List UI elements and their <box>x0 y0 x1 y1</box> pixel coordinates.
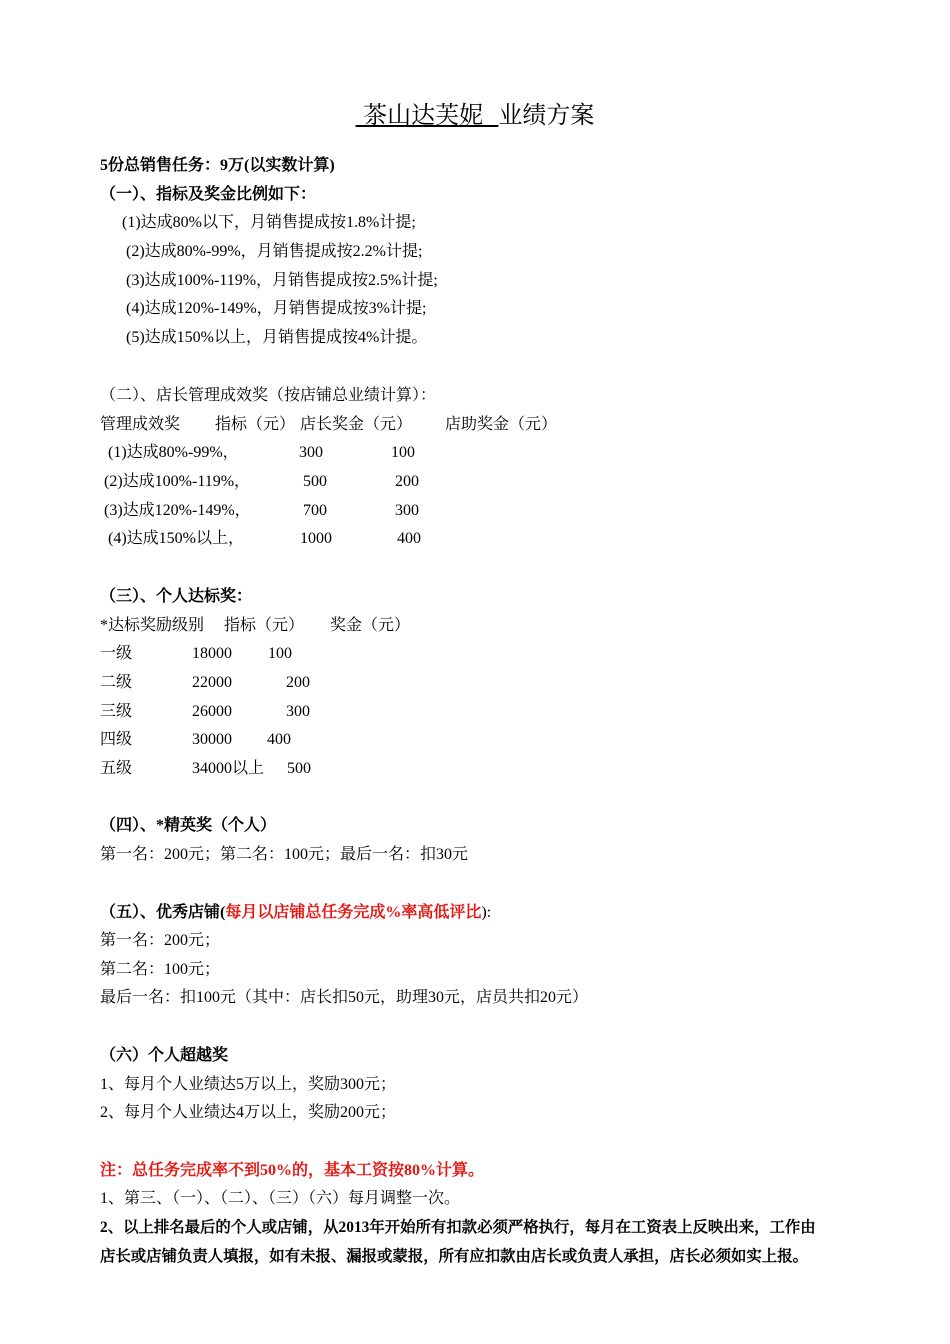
cell: 700 <box>303 502 327 519</box>
cell: 500 <box>303 473 327 490</box>
cell: 30000 <box>192 731 232 748</box>
section-3-heading: （三）、个人达标奖： <box>100 588 253 605</box>
section-5-line: 第二名：100元； <box>100 961 221 978</box>
col-header: 店长奖金（元） <box>300 416 413 433</box>
section-1-item: (4)达成120%-149%，月销售提成按3%计提; <box>126 300 427 317</box>
section-6-line: 2、每月个人业绩达4万以上，奖励200元； <box>100 1104 397 1121</box>
cell: 300 <box>299 444 323 461</box>
note-red: 注：总任务完成率不到50%的，基本工资按80%计算。 <box>100 1162 485 1179</box>
cell: 34000以上 <box>192 760 265 777</box>
cell: 五级 <box>100 760 133 777</box>
cell: 四级 <box>100 731 133 748</box>
col-header: 店助奖金（元） <box>445 416 558 433</box>
section-1-item: (2)达成80%-99%，月销售提成按2.2%计提; <box>126 243 423 260</box>
sales-task: 5份总销售任务：9万(以实数计算) <box>100 157 335 174</box>
section-1-heading: （一）、指标及奖金比例如下： <box>100 186 317 203</box>
section-6-line: 1、每月个人业绩达5万以上，奖励300元； <box>100 1076 397 1093</box>
section-1-item: (3)达成100%-119%，月销售提成按2.5%计提; <box>126 272 438 289</box>
heading-end: ): <box>481 904 492 921</box>
cell: (2)达成100%-119%， <box>104 473 251 490</box>
section-6-heading: （六）个人超越奖 <box>100 1047 229 1064</box>
page-title <box>0 95 950 130</box>
col-header: *达标奖励级别 <box>100 617 205 634</box>
section-2-heading: （二）、店长管理成效奖（按店铺总业绩计算）： <box>100 387 437 404</box>
title-plan: 业绩方案 <box>498 101 595 129</box>
section-1-item: (1)达成80%以下，月销售提成按1.8%计提; <box>122 214 416 231</box>
cell: 200 <box>395 473 419 490</box>
cell: 100 <box>268 645 292 662</box>
cell: (1)达成80%-99%， <box>108 444 239 461</box>
cell: (4)达成150%以上， <box>108 530 244 547</box>
cell: 26000 <box>192 703 232 720</box>
section-5-line: 最后一名：扣100元（其中：店长扣50元，助理30元，店员共扣20元） <box>100 989 589 1006</box>
heading-text: （五）、优秀店铺( <box>100 904 226 921</box>
cell: 一级 <box>100 645 133 662</box>
heading-red-text: 每月以店铺总任务完成%率高低评比 <box>225 904 482 921</box>
cell: 二级 <box>100 674 133 691</box>
cell: 400 <box>397 530 421 547</box>
cell: (3)达成120%-149%， <box>104 502 251 519</box>
section-4-heading: （四）、*精英奖（个人） <box>100 817 277 834</box>
cell: 三级 <box>100 703 133 720</box>
cell: 400 <box>267 731 291 748</box>
cell: 500 <box>287 760 311 777</box>
cell: 18000 <box>192 645 232 662</box>
col-header: 指标（元） <box>215 416 296 433</box>
title-store: 茶山达芙妮 <box>355 101 499 129</box>
cell: 200 <box>286 674 310 691</box>
cell: 1000 <box>300 530 332 547</box>
note-line-2b: 店长或店铺负责人填报，如有未报、漏报或蒙报，所有应扣款由店长或负责人承担，店长必须如实上报。 <box>100 1248 808 1265</box>
section-5-line: 第一名：200元； <box>100 932 221 949</box>
col-header: 奖金（元） <box>330 617 411 634</box>
section-1-item: (5)达成150%以上，月销售提成按4%计提。 <box>126 329 428 346</box>
cell: 300 <box>286 703 310 720</box>
cell: 100 <box>391 444 415 461</box>
col-header: 指标（元） <box>224 617 305 634</box>
section-5-heading <box>100 903 491 923</box>
note-line-2a: 2、以上排名最后的个人或店铺，从2013年开始所有扣款必须严格执行，每月在工资表上反映出来，工作由 <box>100 1219 816 1236</box>
cell: 300 <box>395 502 419 519</box>
note-line-1: 1、第三、（一）、（二）、（三）（六）每月调整一次。 <box>100 1190 461 1207</box>
cell: 22000 <box>192 674 232 691</box>
section-4-line: 第一名：200元；第二名：100元；最后一名：扣30元 <box>100 846 469 863</box>
col-header: 管理成效奖 <box>100 416 181 433</box>
